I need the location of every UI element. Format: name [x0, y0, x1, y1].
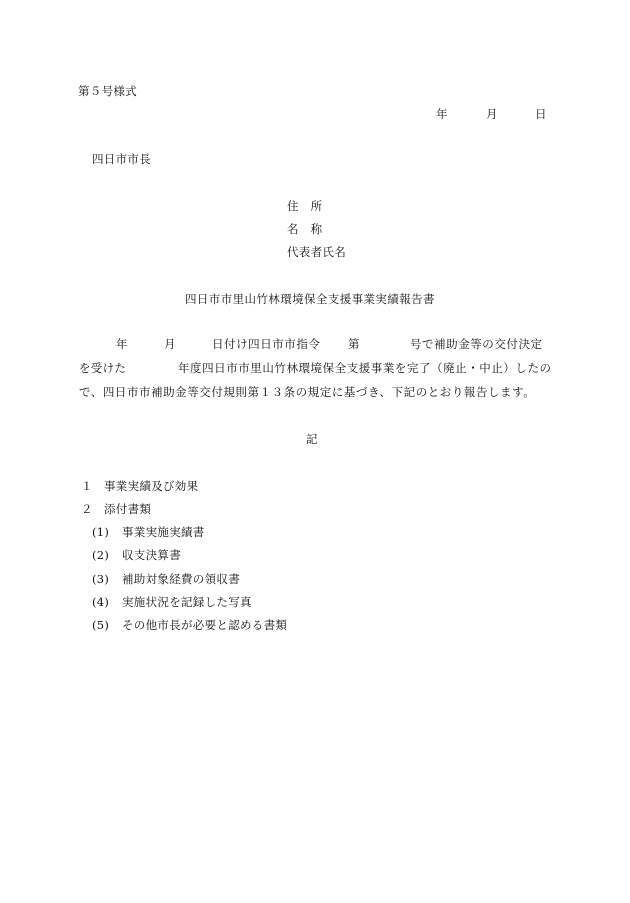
body-line2-rest: 年度四日市市里山竹林環境保全支援事業を完了（廃止・中止）したの	[178, 361, 552, 375]
name-label: 名 称	[287, 222, 323, 236]
date-month-label: 月	[486, 107, 498, 121]
item-number: ２	[81, 502, 93, 516]
attachment-number: (2)	[92, 548, 110, 562]
body-dated-directive: 日付け四日市市指令	[212, 337, 321, 351]
attachment-number: (1)	[92, 525, 110, 539]
item-label: 事業実績及び効果	[104, 479, 199, 493]
attachment-number: (5)	[92, 618, 110, 632]
attachment-number: (3)	[92, 572, 110, 586]
document-title: 四日市市里山竹林環境保全支援事業実績報告書	[185, 292, 435, 306]
attachment-label: 補助対象経費の領収書	[122, 572, 240, 586]
body-line1-rest: 号で補助金等の交付決定	[410, 337, 543, 351]
representative-label: 代表者氏名	[287, 245, 346, 259]
body-year: 年	[116, 337, 128, 351]
attachment-label: 収支決算書	[122, 548, 181, 562]
attachment-label: その他市長が必要と認める書類	[122, 618, 288, 632]
body-received: を受けた	[79, 361, 127, 375]
form-number: 第５号様式	[78, 84, 137, 98]
attachment-number: (4)	[92, 595, 110, 609]
attachment-label: 事業実施実績書	[122, 525, 205, 539]
item-number: １	[81, 479, 93, 493]
address-label: 住 所	[287, 199, 323, 213]
date-day-label: 日	[535, 107, 547, 121]
ki-heading: 記	[306, 432, 318, 446]
item-label: 添付書類	[104, 502, 152, 516]
date-year-label: 年	[436, 107, 448, 121]
body-line3: で、四日市市補助金等交付規則第１３条の規定に基づき、下記のとおり報告します。	[79, 385, 536, 399]
addressee: 四日市市長	[92, 152, 151, 166]
body-number-prefix: 第	[348, 337, 360, 351]
body-month: 月	[164, 337, 176, 351]
attachment-label: 実施状況を記録した写真	[122, 595, 252, 609]
